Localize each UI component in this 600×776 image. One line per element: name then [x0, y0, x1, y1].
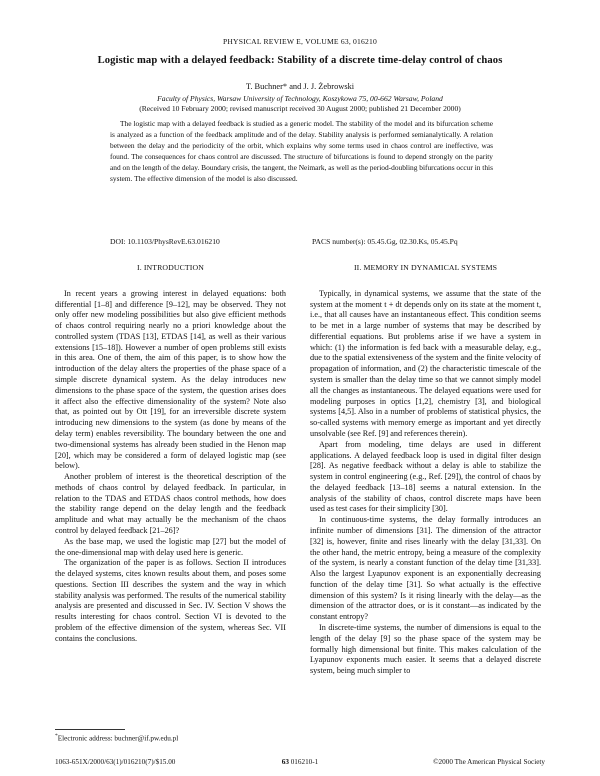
footnote-mark: * — [55, 733, 58, 739]
author-list: T. Buchner* and J. J. Żebrowski — [245, 82, 355, 91]
footer-issn: 1063-651X/2000/63(1)/016210(7)/$15.00 — [55, 758, 176, 766]
footer-article-number: 016210-1 — [290, 758, 319, 766]
memory-paragraph: Apart from modeling, time delays are used in different applications. A delayed feedback loop is used in digital filter design [28]. As negative feedback without a delay is able to stabilize the system in control engineering (e.g., Ref. [29]), the control of chaos by the delayed feedback [13–18] seems a natural extension. In the analysis of the stability of chaos, control discrete maps have been used as test cases for their simplicity [30]. — [310, 439, 541, 514]
section-heading-memory: II. MEMORY IN DYNAMICAL SYSTEMS — [353, 263, 498, 272]
intro-paragraph: As the base map, we used the logistic map [27] but the model of the one-dimensional map with delay used here is generic. — [55, 536, 286, 557]
abstract: The logistic map with a delayed feedback is studied as a generic model. The stability of the model and its bifurcation scheme is analyzed as a function of the feedback amplitude and of the delay. Stability analysis is performed semianalytically. A relation between the delay and the periodicity of the orbit, which explains why some terms used in chaos control are ineffective, was found. The consequences for chaos control are discussed. The structure of bifurcations is found to depend strongly on the parity and on the length of the delay. Boundary crisis, the tangent, the Neimark, as well as the period-doubling bifurcations occur in this system. The effective dimension of the model is also discussed. — [110, 119, 493, 183]
memory-paragraph: Typically, in dynamical systems, we assume that the state of the system at the moment t + dt depends only on its state at the moment t, i.e., that all causes have an instantaneous effect. This condition seems to be met in a large number of systems that may be described by differential equations. But problems arise if we have a system in which: (1) the information is fed back with a measurable delay, e.g., due to the spatial extensiveness of the system and the finite velocity of propagation of information, and (2) the characteristic timescale of the system is smaller than the delay time so that we cannot simply model all the changes as instantaneous. The delayed equations were used for modeling purposes in optics [1,2], chemistry [3], and biological systems [4,5]. Also in a number of problems of statistical physics, the so-called systems with memory emerge as important and yet directly unsolvable (see Ref. [9] and references therein). — [310, 288, 542, 438]
footer-volume: 63 — [281, 758, 289, 766]
footer-copyright: ©2000 The American Physical Society — [433, 758, 545, 766]
footnote — [55, 733, 178, 742]
memory-paragraph: In continuous-time systems, the delay formally introduces an infinite number of dimensions [31]. The dimension of the attractor [32] is, however, finite and rises linearly with the delay [31,33]. On the other hand, the metric entropy, being a measure of the complexity of the system, is nearly a constant function of the delay time [31,33]. Also the largest Lyapunov exponent is an exponentially decreasing function of the delay time [31]. So what actually is the effective dimension of this system? Is it rising linearly with the delay—as the dimension of the attractor does, or is it constant—as indicated by the constant entropy? — [310, 515, 541, 622]
right-column — [310, 263, 541, 677]
affiliation: Faculty of Physics, Warsaw University of Technology, Koszykowa 75, 00-662 Warsaw, Poland — [157, 94, 443, 103]
memory-paragraph: In discrete-time systems, the number of dimensions is equal to the length of the delay [9] so the phase space of the system may be formally high dimensional but finite. This makes calculation of the Lyapunov exponents much easier. It seems that a delayed discrete system, being much simpler to — [310, 623, 541, 676]
running-head: PHYSICAL REVIEW E, VOLUME 63, 016210 — [222, 37, 378, 46]
paper-title: Logistic map with a delayed feedback: Stability of a discrete time-delay control of chaos — [97, 55, 503, 66]
doi: DOI: 10.1103/PhysRevE.63.016210 — [110, 237, 220, 246]
footnote-text: Electronic address: buchner@if.pw.edu.pl — [57, 734, 179, 743]
received-dates: (Received 10 February 2000; revised manuscript received 30 August 2000; published 21 December 2000) — [139, 104, 461, 113]
intro-paragraph: The organization of the paper is as follows. Section II introduces the delayed systems, cites known results about them, and poses some questions. Section III describes the system and the way in which stability analysis was performed. The results of the numerical stability analysis are presented and discussed in Sec. IV. Section V shows the results interesting for chaos control. Section VI is devoted to the problem of the effective dimension of the system, whereas Sec. VII contains the conclusions. — [55, 558, 286, 643]
section-heading-introduction: I. INTRODUCTION — [137, 263, 204, 272]
intro-paragraph: In recent years a growing interest in delayed equations: both differential [1–8] and difference [9–12], may be observed. They not only offer new modeling possibilities but also give efficient methods of chaos control requiring nearly no a priori knowledge about the controlled system (TDAS [13], ETDAS [14], as well as their various extensions [15–18]). However a number of open problems still exists in this area. One of them, the aim of this paper, is to show how the introduction of the delay alters the properties of the phase space of a simple discrete dynamical system. As the delay introduces new dimensions to the phase space of the system, the question arises does it affect also the effective dimensionality of the system? Note also that, as pointed out by Ott [19], for an irreversible discrete system introducing new dimensions to the system (as done by means of the delay term) enables reversibility. The boundary between the one and two-dimensional systems has already been studied in the Henon map [20], which may be considered a form of delayed logistic map (see below). — [55, 288, 286, 471]
footnote-divider — [55, 729, 125, 730]
left-column — [55, 263, 286, 645]
intro-paragraph: Another problem of interest is the theoretical description of the methods of chaos control by delayed feedback. In particular, in relation to the TDAS and ETDAS chaos control methods, how does the stability range depend on the delay length and the feedback amplitude and what may actually be the mechanism of the chaos control by delayed feedback [21–26]? — [55, 472, 286, 535]
pacs-numbers: PACS number(s): 05.45.Gg, 02.30.Ks, 05.45.Pq — [312, 237, 458, 246]
